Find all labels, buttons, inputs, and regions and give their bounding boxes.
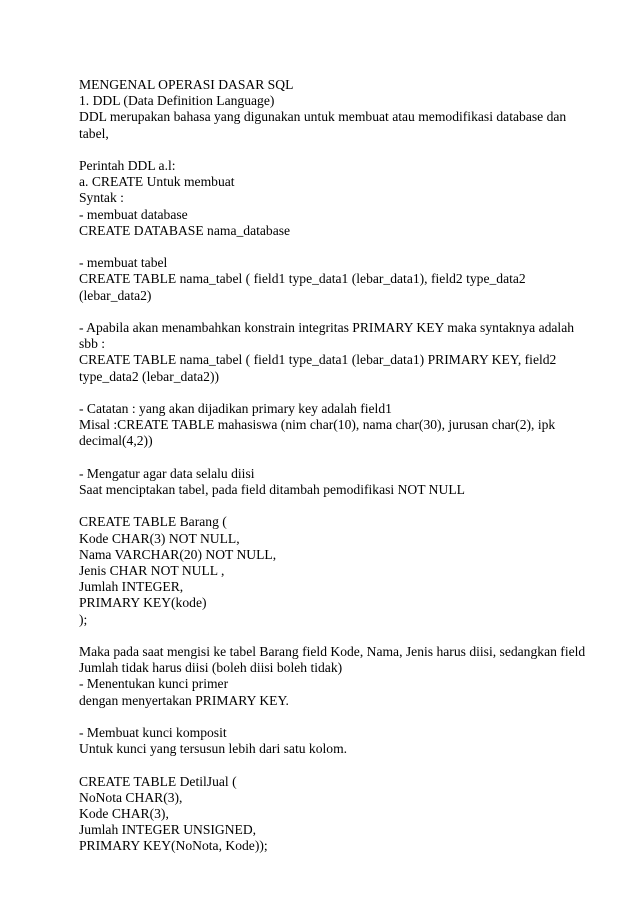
text-line [79, 385, 579, 401]
text-line: Untuk kunci yang tersusun lebih dari satu kolom. [79, 741, 348, 757]
text-line: Perintah DDL a.l: [79, 158, 176, 173]
text-line: decimal(4,2)) [79, 433, 153, 449]
text-line: dengan menyertakan PRIMARY KEY. [79, 692, 289, 708]
text-line: Kode CHAR(3), [79, 806, 169, 821]
text-line: Jumlah INTEGER, [79, 579, 184, 595]
document-body [79, 77, 586, 855]
text-line: Maka pada saat mengisi ke tabel Barang field Kode, Nama, Jenis harus diisi, sedangkan field [79, 644, 586, 659]
text-line: ); [79, 611, 88, 627]
text-line: CREATE TABLE DetilJual ( [79, 773, 237, 789]
text-line: Jumlah INTEGER UNSIGNED, [79, 822, 257, 838]
text-line: Syntak : [79, 190, 124, 206]
text-line: DDL merupakan bahasa yang digunakan untuk membuat atau memodifikasi database dan [79, 109, 567, 125]
text-line: Jumlah tidak harus diisi (boleh diisi boleh tidak) [79, 660, 343, 676]
text-line [79, 709, 579, 725]
text-line: Misal :CREATE TABLE mahasiswa (nim char(10), nama char(30), jurusan char(2), ipk [79, 417, 556, 433]
text-line: a. CREATE Untuk membuat [79, 174, 235, 190]
text-line: Saat menciptakan tabel, pada field ditambah pemodifikasi NOT NULL [79, 482, 465, 497]
text-line: - Mengatur agar data selalu diisi [79, 465, 255, 481]
text-line [79, 304, 579, 320]
text-line: Kode CHAR(3) NOT NULL, [79, 530, 240, 546]
text-line: sbb : [79, 336, 106, 352]
text-line [79, 239, 579, 255]
text-line: - Menentukan kunci primer [79, 676, 229, 692]
text-line: CREATE DATABASE nama_database [79, 222, 291, 238]
text-line [79, 757, 579, 773]
text-line [79, 142, 579, 158]
text-line: type_data2 (lebar_data2)) [79, 368, 220, 384]
text-line: Nama VARCHAR(20) NOT NULL, [79, 546, 277, 562]
text-line [79, 628, 579, 644]
text-line: MENGENAL OPERASI DASAR SQL [79, 77, 294, 92]
text-line: tabel, [79, 125, 109, 141]
text-line: Jenis CHAR NOT NULL , [79, 563, 225, 578]
text-line: PRIMARY KEY(NoNota, Kode)); [79, 838, 268, 854]
text-line [79, 498, 579, 514]
text-line: - Membuat kunci komposit [79, 725, 227, 740]
text-line: NoNota CHAR(3), [79, 789, 183, 805]
text-line: PRIMARY KEY(kode) [79, 595, 207, 611]
text-line: - Apabila akan menambahkan konstrain integritas PRIMARY KEY maka syntaknya adalah [79, 320, 575, 335]
text-line: CREATE TABLE nama_tabel ( field1 type_data1 (lebar_data1) PRIMARY KEY, field2 [79, 352, 557, 368]
text-line: (lebar_data2) [79, 287, 152, 303]
text-line: - Catatan : yang akan dijadikan primary key adalah field1 [79, 401, 392, 416]
text-line: CREATE TABLE Barang ( [79, 514, 227, 530]
text-line: - membuat database [79, 206, 188, 222]
text-line: 1. DDL (Data Definition Language) [79, 93, 275, 109]
text-line: CREATE TABLE nama_tabel ( field1 type_data1 (lebar_data1), field2 type_data2 [79, 271, 526, 287]
text-line [79, 450, 579, 466]
text-line: - membuat tabel [79, 255, 168, 271]
